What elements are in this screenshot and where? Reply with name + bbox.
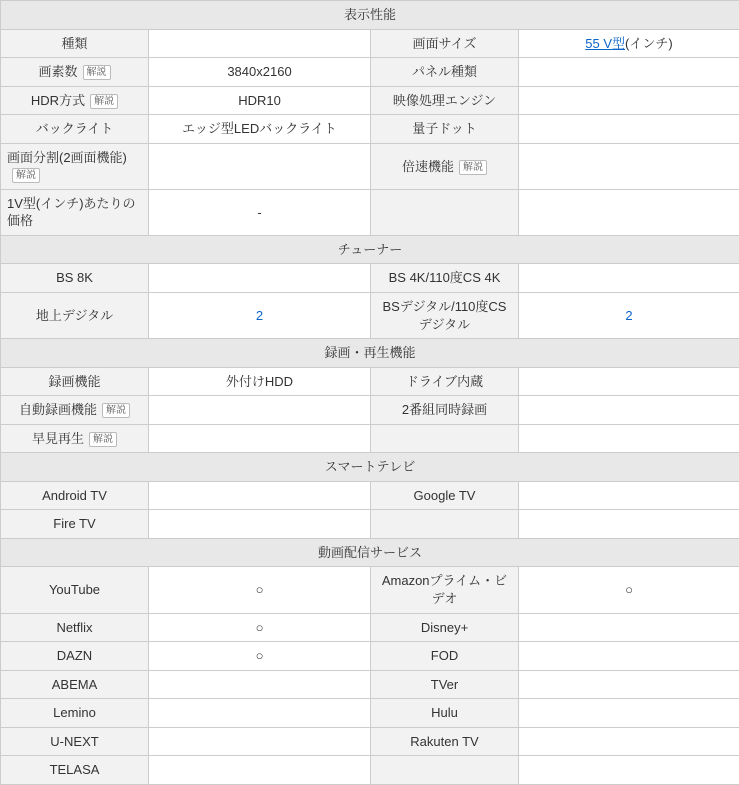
row-value-panel-type [519,58,739,87]
row-label-lemino: Lemino [1,699,149,728]
table-row [1,367,739,396]
row-label-recording-function: 録画機能 [1,367,149,396]
row-label-fod: FOD [371,642,519,671]
row-value-rakuten-tv [519,727,739,756]
row-value-empty-3 [519,510,739,539]
row-label-backlight: バックライト [1,115,149,144]
row-label-screen-size: 画面サイズ [371,29,519,58]
row-label-bs4k-cs4k: BS 4K/110度CS 4K [371,264,519,293]
help-badge-split-screen[interactable]: 解説 [12,168,40,183]
table-row [1,396,739,425]
row-label-android-tv: Android TV [1,481,149,510]
table-row [1,642,739,671]
row-value-quick-playback [149,424,371,453]
row-label-google-tv: Google TV [371,481,519,510]
table-row [1,481,739,510]
row-value-terrestrial-digital[interactable]: 2 [149,293,371,339]
section-header-row [1,538,739,567]
row-label-youtube: YouTube [1,567,149,613]
table-row [1,58,739,87]
row-value-price-per-inch: - [149,189,371,235]
row-label-tver: TVer [371,670,519,699]
row-value-telasa [149,756,371,785]
row-label-abema: ABEMA [1,670,149,699]
row-label-double-speed [371,143,519,189]
row-label-hulu: Hulu [371,699,519,728]
row-label-auto-recording [1,396,149,425]
table-row [1,756,739,785]
row-value-tver [519,670,739,699]
row-label-video-engine: 映像処理エンジン [371,86,519,115]
row-label-double-speed-text: 倍速機能 [402,159,454,174]
row-value-bs8k [149,264,371,293]
row-value-dual-recording [519,396,739,425]
row-value-split-screen [149,143,371,189]
row-value-bs-cs-digital[interactable]: 2 [519,293,739,339]
row-value-dazn: ○ [149,642,371,671]
screen-size-suffix: (インチ) [625,36,673,51]
section-header-row [1,339,739,368]
row-label-terrestrial-digital: 地上デジタル [1,293,149,339]
row-value-amazon-prime-video: ○ [519,567,739,613]
row-value-hulu [519,699,739,728]
row-label-pixels-text: 画素数 [38,64,77,79]
row-value-recording-function: 外付けHDD [149,367,371,396]
section-title-display: 表示性能 [1,1,739,30]
row-label-telasa: TELASA [1,756,149,785]
row-value-netflix: ○ [149,613,371,642]
row-value-empty-2 [519,424,739,453]
row-value-empty-1 [519,189,739,235]
row-label-empty-1 [371,189,519,235]
section-title-smart-tv: スマートテレビ [1,453,739,482]
row-value-video-engine [519,86,739,115]
row-label-empty-3 [371,510,519,539]
row-value-bs4k-cs4k [519,264,739,293]
row-label-dazn: DAZN [1,642,149,671]
row-label-quick-playback [1,424,149,453]
section-header-row [1,235,739,264]
table-row [1,86,739,115]
row-label-disney-plus: Disney+ [371,613,519,642]
row-label-u-next: U-NEXT [1,727,149,756]
table-row [1,567,739,613]
row-label-empty-4 [371,756,519,785]
row-value-quantum-dot [519,115,739,144]
row-label-builtin-drive: ドライブ内蔵 [371,367,519,396]
row-label-hdr-text: HDR方式 [31,93,85,108]
row-label-price-per-inch: 1V型(インチ)あたりの価格 [1,189,149,235]
row-label-bs-cs-digital: BSデジタル/110度CSデジタル [371,293,519,339]
row-label-pixels [1,58,149,87]
row-value-fire-tv [149,510,371,539]
row-label-panel-type: パネル種類 [371,58,519,87]
row-label-fire-tv: Fire TV [1,510,149,539]
table-row [1,699,739,728]
table-row [1,727,739,756]
table-row [1,143,739,189]
row-label-dual-recording: 2番組同時録画 [371,396,519,425]
row-value-hdr: HDR10 [149,86,371,115]
help-badge-pixels[interactable]: 解説 [83,65,111,80]
row-label-hdr [1,86,149,115]
table-row [1,613,739,642]
row-label-quick-playback-text: 早見再生 [32,431,84,446]
table-row [1,670,739,699]
row-value-youtube: ○ [149,567,371,613]
section-title-recording: 録画・再生機能 [1,339,739,368]
row-value-pixels: 3840x2160 [149,58,371,87]
help-badge-hdr[interactable]: 解説 [90,94,118,109]
row-value-disney-plus [519,613,739,642]
table-row [1,264,739,293]
row-label-auto-recording-text: 自動録画機能 [19,402,97,417]
screen-size-link[interactable]: 55 V型 [585,36,625,51]
table-row [1,424,739,453]
section-header-row [1,453,739,482]
row-label-split-screen [1,143,149,189]
table-row [1,189,739,235]
row-value-android-tv [149,481,371,510]
help-badge-double-speed[interactable]: 解説 [459,160,487,175]
help-badge-quick-playback[interactable]: 解説 [89,432,117,447]
table-row [1,29,739,58]
row-value-abema [149,670,371,699]
row-label-netflix: Netflix [1,613,149,642]
row-value-u-next [149,727,371,756]
section-header-row [1,1,739,30]
row-value-screen-size [519,29,739,58]
row-value-google-tv [519,481,739,510]
row-label-amazon-prime-video: Amazonプライム・ビデオ [371,567,519,613]
row-value-backlight: エッジ型LEDバックライト [149,115,371,144]
row-label-type: 種類 [1,29,149,58]
help-badge-auto-recording[interactable]: 解説 [102,403,130,418]
row-value-empty-4 [519,756,739,785]
row-value-auto-recording [149,396,371,425]
row-label-quantum-dot: 量子ドット [371,115,519,144]
table-row [1,510,739,539]
table-row [1,115,739,144]
row-value-builtin-drive [519,367,739,396]
section-title-tuner: チューナー [1,235,739,264]
row-value-fod [519,642,739,671]
row-label-rakuten-tv: Rakuten TV [371,727,519,756]
row-value-type [149,29,371,58]
row-label-split-screen-text: 画面分割(2画面機能) [7,150,127,165]
section-title-streaming: 動画配信サービス [1,538,739,567]
row-value-double-speed [519,143,739,189]
row-label-empty-2 [371,424,519,453]
row-label-bs8k: BS 8K [1,264,149,293]
table-row [1,293,739,339]
row-value-lemino [149,699,371,728]
